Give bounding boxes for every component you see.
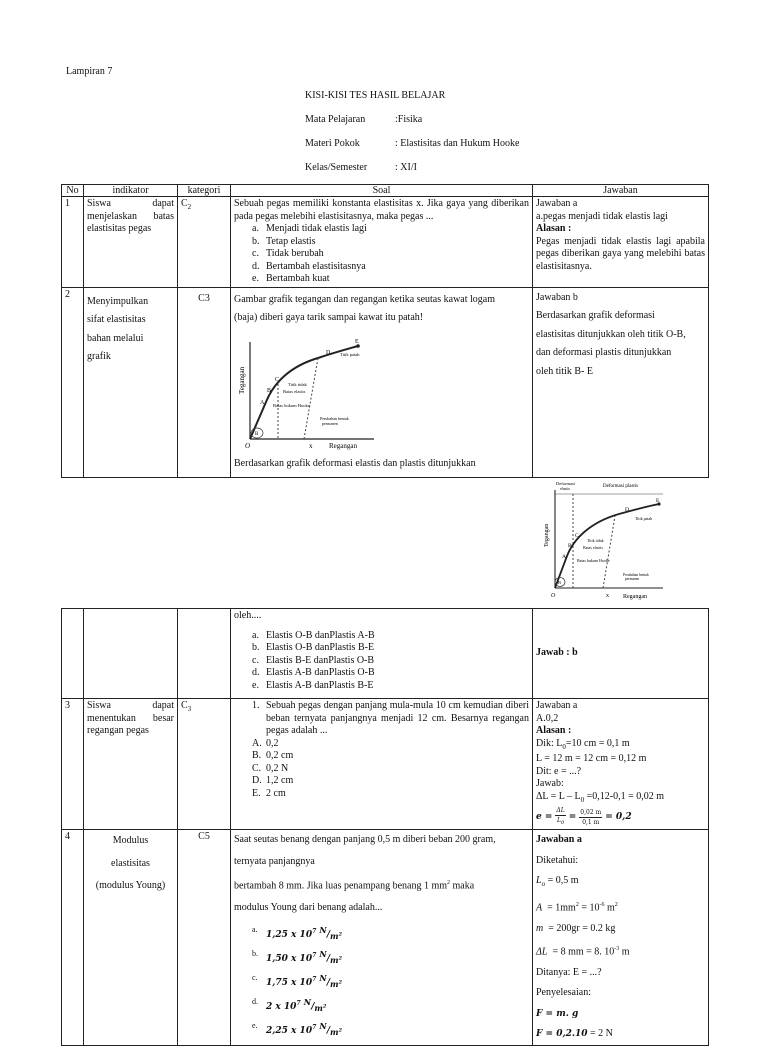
row2-jawaban: Jawaban b Berdasarkan grafik deformasi elastisitas ditunjukkan oleh titik O-B, dan deformasi plastis ditunjukkan oleh titik B- E Deformasi elastis Deformasi plastis Tegangan O x Regangan A B C D E Titik patah Titik tidak Batas elastis Batas hukum Hooke Perubahan bentuk permanen B [533,287,709,477]
row3-answer-key: Jawaban a [536,700,578,711]
row3-soal: 1. Sebuah pegas dengan panjang mula-mula 10 cm kemudian diberi beban ternyata panjangnya menjadi 12 cm. Besarnya regangan pegas adalah ... A. 0,2 B. 0,2 cm C. 0,2 N D. 1,2 cm E. 2 cm [231,699,533,830]
svg-text:elastis: elastis [560,485,570,491]
list-item: a. Elastis O-B danPlastis A-B [252,629,375,641]
row3-options [234,738,529,801]
table-row [62,830,709,1046]
header-soal: Soal [231,185,533,197]
row4-no: 4 [62,830,84,1046]
list-item: a. Menjadi tidak elastis lagi [252,223,367,234]
list-item: d. 2 x $10^7$ $^N/_{m^2}$ [252,996,327,1014]
row2b-options [234,630,529,693]
stress-strain-graph [236,334,386,452]
svg-text:B: B [267,387,272,394]
row1-question: Sebuah pegas memiliki konstanta elastisitas x. Jika gaya yang diberikan pada pegas melebihi elastisitasnya, maka pegas ... [234,198,529,222]
mapel-label: Mata Pelajaran [305,114,366,125]
row1-indikator: Siswa dapat menjelaskan batas elastisitas pegas [84,197,178,288]
header-indikator: indikator [84,185,178,197]
header-kategori: kategori [178,185,231,197]
svg-text:permanen: permanen [625,576,640,581]
row4-soal: Saat seutas benang dengan panjang 0,5 m diberi beban 200 gram, ternyata panjangnya bertambah 8 mm. Jika luas penampang benang 1 $mm^2$ maka modulus Young dari benang adalah... a. 1,25 x $10^7$ $^N/_{m^2}$ b. 1,50 x $10^7$ $^N/_{m^2}$ c. 1,75 x $10^7$ $^N/_{m^2}$ d. 2 x $10^7$ $^N/_{m^2}$ e. 2,25 x $10^7$ $^N/_{m^2}$ [231,830,533,1046]
row3-jawaban: Jawaban a A.0,2 Alasan : Dik: $L_0=10$ cm = 0,1 m L = 12 m = 12 cm = 0,12 m Dit: e = ...? Jawab: $\Delta L = L - L_0 =0,12-0,1 = 0,02$ m e = $\frac{\Delta L}{L_0}$ = $\frac{0,02 m}{0,1 m}$ = 0,2 [533,699,709,830]
svg-text:Perubahan bentuk: Perubahan bentuk [320,415,349,421]
row1-kategori: $C_2$ [178,197,231,288]
svg-text:Deformasi plastis: Deformasi plastis [603,483,639,489]
list-item: e. Bertambah kuat [252,273,330,284]
svg-text:A: A [562,553,566,560]
row2b-soal [231,609,533,699]
row1-jawaban [533,197,709,288]
row4-answer-key: Jawaban a [536,834,582,846]
row4-jawaban: Jawaban a Diketahui: $L_o = 0,5$ m $A = 1mm^2 = 10^{-6}$ $m^2$ m = 200gr = 0.2 kg ΔL = 8 mm = 8. $10^{-3}$ m Ditanya: E = ...? Penyelesaian: F = m. g F = 0,2.10 = 2 N [533,830,709,1046]
svg-text:Titik patah: Titik patah [340,351,360,357]
list-item: a. 1,25 x $10^7$ $^N/_{m^2}$ [252,924,342,942]
kisi-table-page2 [61,608,709,1046]
list-item: B. 0,2 cm [252,750,294,761]
list-item: b. Elastis O-B danPlastis B-E [252,642,375,653]
list-item: A. 0,2 [252,737,279,749]
row3-question: Sebuah pegas dengan panjang mula-mula 10 cm kemudian diberi beban ternyata panjangnya menjadi 12 cm. Besarnya regangan pegas adalah ... [266,700,529,736]
svg-text:C: C [275,376,280,383]
row1-answer-key: Jawaban a [536,198,578,209]
table-row [62,197,709,288]
list-item: c. 1,75 x $10^7$ $^N/_{m^2}$ [252,972,342,990]
svg-text:Regangan: Regangan [329,441,357,450]
row3-kategori: $C_3$ [178,699,231,830]
kelas-label: Kelas/Semester [305,162,368,173]
mapel-value: :Fisika [395,114,423,125]
svg-text:D: D [326,349,331,356]
svg-text:Titik tidak: Titik tidak [587,537,604,543]
header-jawaban: Jawaban [533,185,709,197]
row1-options [234,223,529,286]
table-header-row [62,185,709,197]
materi-label: Materi Pokok [305,138,360,149]
svg-text:A: A [260,399,265,406]
svg-text:Batas hukum Hooke: Batas hukum Hooke [273,402,310,408]
row3-strain-formula: e = $\frac{\Delta L}{L_0}$ = $\frac{0,02 m}{0,1 m}$ = 0,2 [536,807,632,827]
svg-text:Regangan: Regangan [623,593,647,600]
row2-kategori: C3 [178,287,231,477]
svg-text:B: B [255,431,259,437]
row2-soal [231,287,533,477]
answer-stress-strain-graph [541,478,671,603]
svg-text:x: x [309,441,313,450]
list-item: d. Elastis A-B danPlastis O-B [252,667,375,678]
materi-value: : Elastisitas dan Hukum Hooke [395,138,520,149]
list-item: b. Tetap elastis [252,235,316,247]
svg-text:B: B [568,542,572,549]
row1-reason-label: Alasan : [536,223,572,234]
lampiran-label: Lampiran 7 [66,66,113,77]
list-item: c. Tidak berubah [252,248,324,259]
svg-text:C: C [575,532,579,539]
svg-text:permanen: permanen [322,420,338,426]
svg-text:Deformasi: Deformasi [556,480,575,486]
list-item: e. 2,25 x $10^7$ $^N/_{m^2}$ [252,1020,342,1038]
row2b-question-cont: oleh.... [234,610,262,621]
row1-reason: Pegas menjadi tidak elastis lagi apabila pegas diberikan gaya yang melebihi batas elastisitasnya. [536,235,705,272]
svg-text:E: E [656,497,660,504]
row1-no: 1 [62,197,84,288]
row3-indikator: Siswa dapat menentukan besar regangan pegas [84,699,178,830]
svg-text:Tegangan: Tegangan [544,523,550,547]
document-title: KISI-KISI TES HASIL BELAJAR [305,90,446,101]
row2-question-line3: Berdasarkan grafik deformasi elastis dan plastis ditunjukkan [234,457,476,469]
list-item: e. Elastis A-B danPlastis B-E [252,679,374,691]
row4-kategori: C5 [178,830,231,1046]
svg-text:Titik tidak: Titik tidak [288,381,307,387]
svg-text:B: B [558,579,562,585]
list-item: C. 0,2 N [252,762,289,774]
svg-text:Titik patah: Titik patah [635,515,653,521]
svg-text:Perubahan bentuk: Perubahan bentuk [623,572,649,577]
table-row [62,699,709,830]
row1-answer-text: a.pegas menjadi tidak elastis lagi [536,210,668,222]
row2-indikator: Menyimpulkan sifat elastisitas bahan melalui grafik [84,287,178,477]
row2-answer-key: Jawaban b [536,291,578,303]
list-item: D. 1,2 cm [252,775,294,786]
row2-no: 2 [62,287,84,477]
svg-text:O: O [551,592,556,599]
svg-text:D: D [625,506,629,513]
row2-question-line2: (baja) diberi gaya tarik sampai kawat itu patah! [234,312,424,323]
row4-indikator: Modulus elastisitas (modulus Young) [84,830,178,1046]
row2b-jawaban: Jawab : b [533,609,709,699]
list-item: c. Elastis B-E danPlastis O-B [252,654,375,666]
svg-text:Batas elastis: Batas elastis [583,544,603,550]
svg-text:Batas elastis: Batas elastis [283,388,306,394]
svg-text:Batas hukum Hooke: Batas hukum Hooke [577,557,610,563]
table-row [62,287,709,477]
svg-text:x: x [606,592,609,599]
kelas-value: : XI/I [395,162,417,173]
header-no: No [62,185,84,197]
row1-soal [231,197,533,288]
kisi-table-page1 [61,184,709,600]
row4-question-line1: Saat seutas benang dengan panjang 0,5 m diberi beban 200 gram, [234,834,496,846]
list-item: b. 1,50 x $10^7$ $^N/_{m^2}$ [252,948,342,966]
list-item: E. 2 cm [252,787,286,799]
svg-text:Tegangan: Tegangan [238,366,246,394]
table-row [62,609,709,699]
list-item: d. Bertambah elastisitasnya [252,260,366,272]
row2-question-line1: Gambar grafik tegangan dan regangan ketika seutas kawat logam [234,293,496,305]
svg-text:E: E [355,338,359,345]
row4-options [234,918,529,1038]
row3-no: 3 [62,699,84,830]
svg-text:O: O [245,441,251,450]
